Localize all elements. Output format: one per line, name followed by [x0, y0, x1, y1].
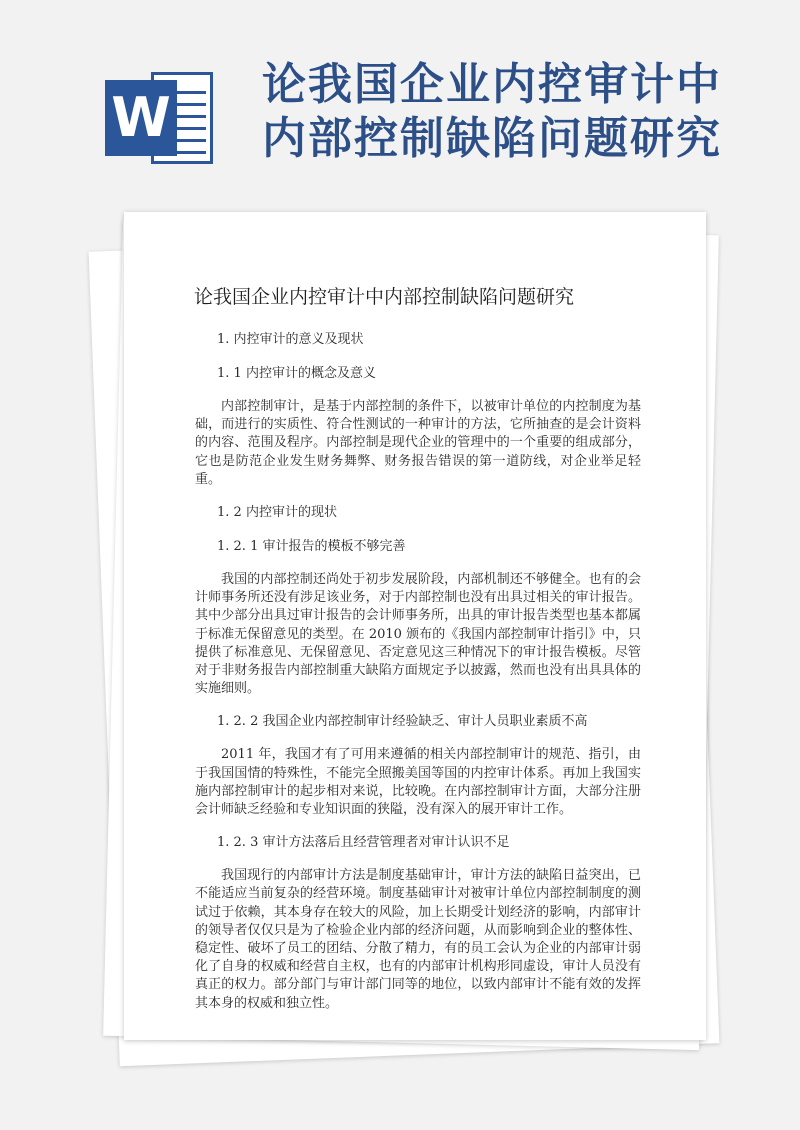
- word-logo-letter: W: [105, 80, 177, 156]
- banner-title-line-2: 内部控制缺陷问题研究: [262, 113, 722, 164]
- section-heading: 1. 内控审计的意义及现状: [217, 332, 364, 347]
- section-heading: 1. 2. 3 审计方法落后且经营管理者对审计认识不足: [217, 835, 510, 851]
- body-paragraph: 内部控制审计，是基于内部控制的条件下，以被审计单位的内控制度为基础，而进行的实质性、符合性测试的一种审计的方法，它所抽查的是会计资料的内容、范围及程序。内部控制是现代企业的管理中的一个重要的组成部分，它也是防范企业发生财务舞弊、财务报告错误的第一道防线，对企业举足轻重。: [195, 399, 641, 487]
- section-heading: 1. 1 内控审计的概念及意义: [217, 366, 376, 381]
- section-heading: 1. 2. 2 我国企业内部控制审计经验缺乏、审计人员职业素质不高: [217, 714, 588, 730]
- body-paragraph: 2011 年，我国才有了可用来遵循的相关内部控制审计的规范、指引，由于我国国情的特殊性，不能完全照搬美国等国的内控审计体系。再加上我国实施内部控制审计的起步相对来说，比较晚。在内部控制审计方面，大部分注册会计师缺乏经验和专业知识面的狭隘，没有深入的展开审计工作。: [195, 747, 641, 818]
- page-header: [0, 0, 800, 205]
- section-heading: 1. 2. 1 审计报告的模板不够完善: [217, 539, 406, 555]
- body-paragraph: 我国的内部控制还尚处于初步发展阶段，内部机制还不够健全。也有的会计师事务所还没有涉足该业务，对于内部控制也没有出具过相关的审计报告。其中少部分出具过审计报告的会计师事务所，出具的审计报告类型也基本都属于标准无保留意见的类型。在 2010 颁布的《我国内部控制审计指引》中，只提供了标准意见、无保留意见、否定意见这三种情况下的审计报告模板。尽管对于非财务报告内部控制重大缺陷方面规定予以披露，然而也没有出具具体的实施细则。: [195, 572, 641, 697]
- document-page: [124, 212, 706, 1040]
- banner-title-line-1: 论我国企业内控审计中: [262, 59, 722, 110]
- document-body: [195, 330, 641, 1013]
- section-heading: 1. 2 内控审计的现状: [217, 505, 337, 521]
- document-title: 论我国企业内控审计中内部控制缺陷问题研究: [194, 286, 575, 308]
- body-paragraph: 我国现行的内部审计方法是制度基础审计，审计方法的缺陷日益突出，已不能适应当前复杂的经营环境。制度基础审计对被审计单位内部控制制度的测试过于依赖，其本身存在较大的风险，加上长期受计划经济的影响，内部审计的领导者仅仅只是为了检验企业内部的经济问题，从而影响到企业的整体性、稳定性、破坏了员工的团结、分散了精力，有的员工会认为企业的内部审计弱化了自身的权威和经营自主权，也有的内部审计机构形同虚设，审计人员没有真正的权力。部分部门与审计部门同等的地位，以致内部审计不能有效的发挥其本身的权威和独立性。: [195, 868, 641, 1011]
- word-document-icon: [105, 70, 217, 166]
